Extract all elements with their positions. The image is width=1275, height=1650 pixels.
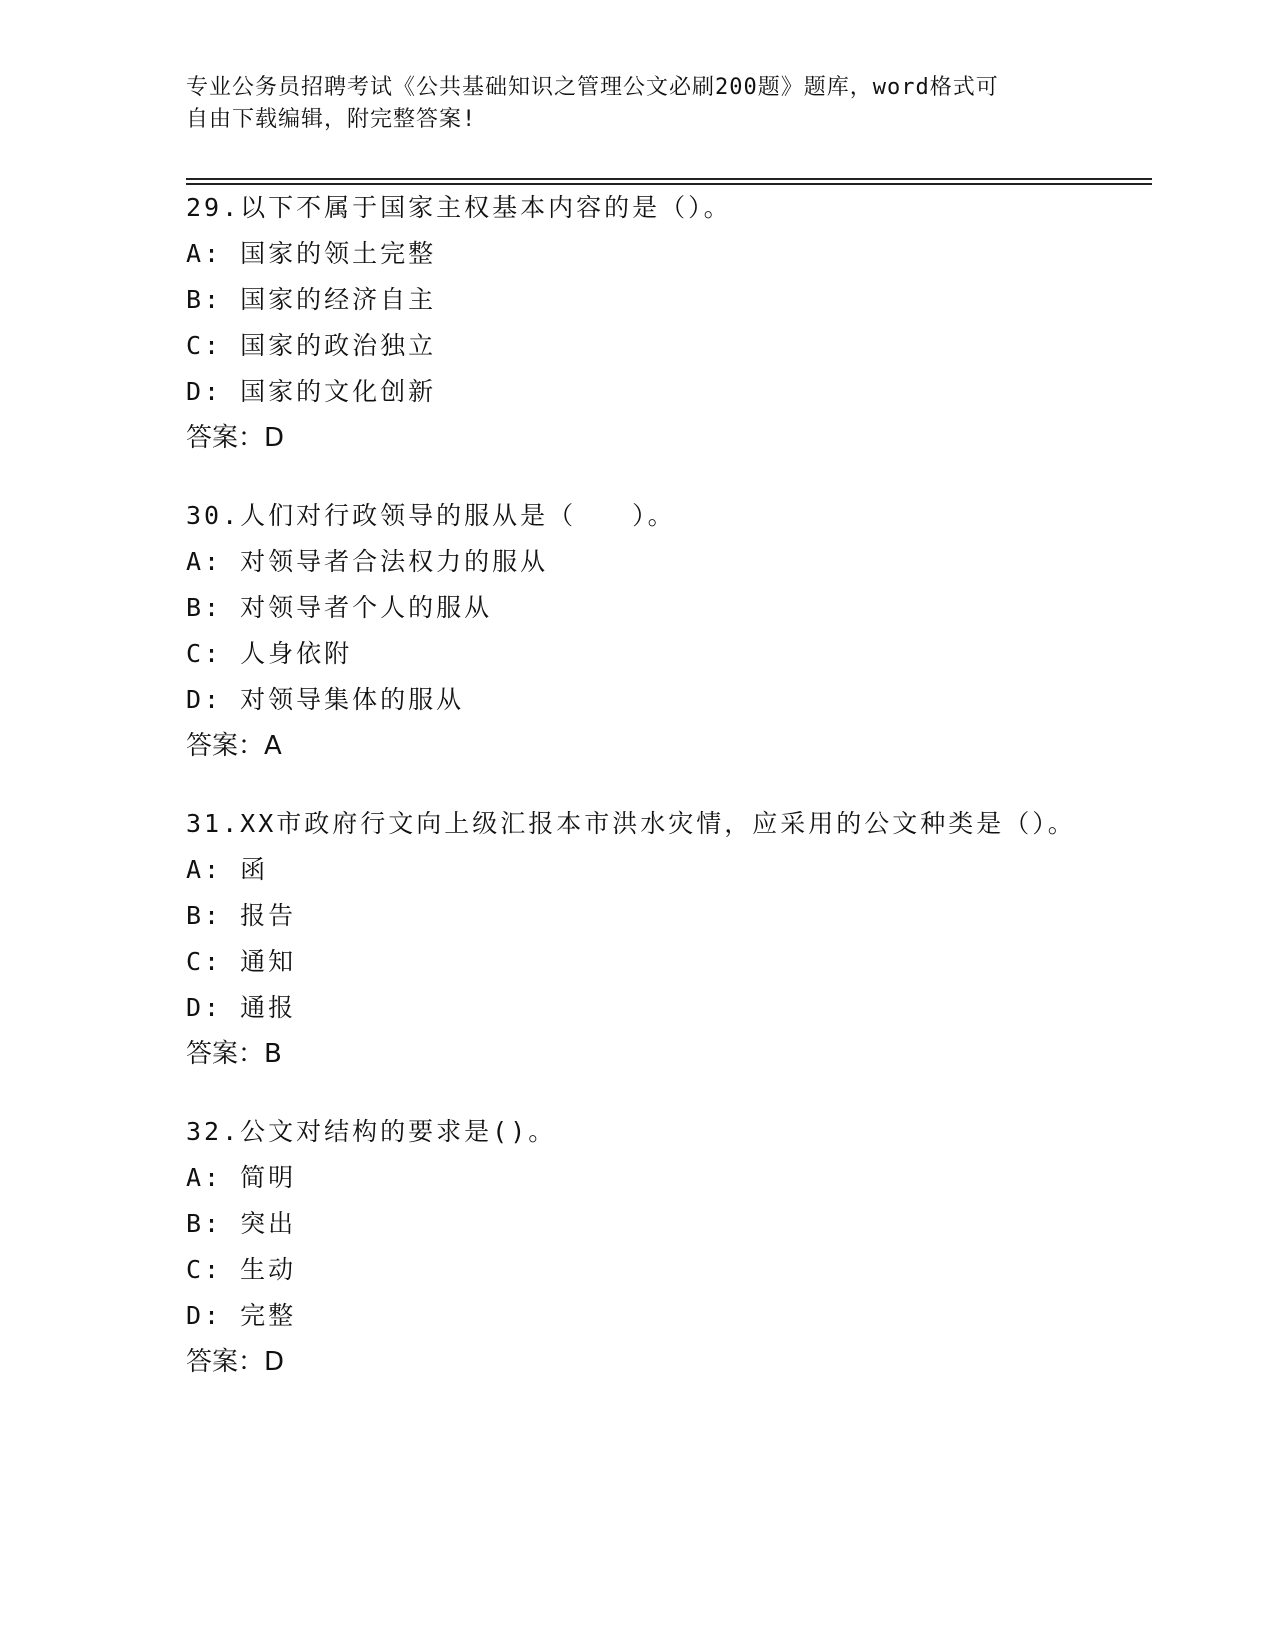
option-c: C: 生动 (186, 1255, 297, 1284)
answer-label: 答案：D (186, 423, 285, 453)
option-a: A: 对领导者合法权力的服从 (186, 547, 549, 576)
question-30 (186, 500, 1086, 762)
option-b: B: 国家的经济自主 (186, 285, 437, 314)
header-divider-top (186, 178, 1152, 180)
option-b: B: 突出 (186, 1209, 297, 1238)
question-29 (186, 192, 1086, 454)
option-a: A: 简明 (186, 1163, 297, 1192)
option-d: D: 完整 (186, 1301, 297, 1330)
header-divider-bottom (186, 183, 1152, 185)
answer-label: 答案：B (186, 1039, 282, 1069)
header-line-1: 专业公务员招聘考试《公共基础知识之管理公文必刷200题》题库，word格式可 (186, 75, 999, 100)
question-stem: 29.以下不属于国家主权基本内容的是（）。 (186, 193, 732, 222)
question-32 (186, 1116, 1086, 1378)
option-a: A: 函 (186, 855, 269, 884)
option-b: B: 对领导者个人的服从 (186, 593, 493, 622)
question-31 (186, 808, 1086, 1070)
question-list (186, 192, 1086, 1424)
question-stem: 30.人们对行政领导的服从是（ ）。 (186, 501, 676, 530)
header-line-2: 自由下载编辑，附完整答案! (186, 107, 477, 132)
document-header (186, 72, 1066, 136)
option-d: D: 对领导集体的服从 (186, 685, 465, 714)
option-b: B: 报告 (186, 901, 297, 930)
option-d: D: 国家的文化创新 (186, 377, 437, 406)
option-d: D: 通报 (186, 993, 297, 1022)
answer-label: 答案：D (186, 1347, 285, 1377)
option-c: C: 通知 (186, 947, 297, 976)
option-c: C: 国家的政治独立 (186, 331, 437, 360)
answer-label: 答案：A (186, 731, 282, 761)
question-stem: 31.XX市政府行文向上级汇报本市洪水灾情，应采用的公文种类是（）。 (186, 809, 1076, 838)
option-c: C: 人身依附 (186, 639, 353, 668)
question-stem: 32.公文对结构的要求是()。 (186, 1117, 557, 1146)
option-a: A: 国家的领土完整 (186, 239, 437, 268)
